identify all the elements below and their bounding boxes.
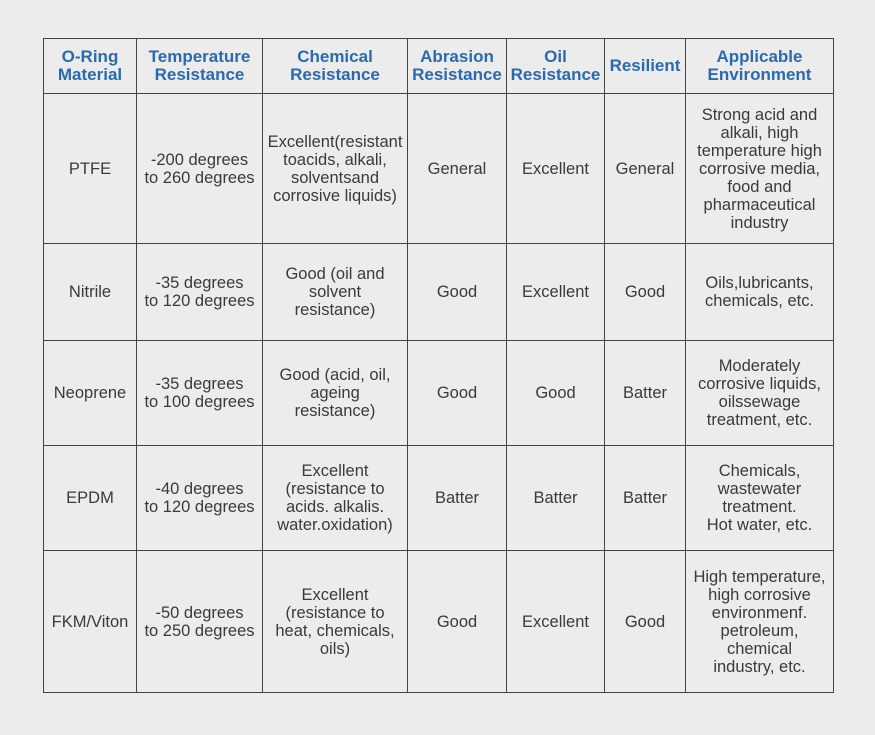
cell-oil: Excellent [507, 551, 605, 693]
cell-chemical: Good (acid, oil, ageing resistance) [263, 341, 408, 446]
cell-material: FKM/Viton [44, 551, 137, 693]
cell-resilient: Good [605, 551, 686, 693]
table-row [44, 94, 834, 244]
cell-chemical: Good (oil and solvent resistance) [263, 244, 408, 341]
header-label: Temperature Resistance [148, 47, 251, 84]
cell-temperature: -35 degrees to 100 degrees [137, 341, 263, 446]
table-row [44, 244, 834, 341]
cell-resilient: Good [605, 244, 686, 341]
column-header-oil [507, 39, 605, 94]
cell-material: Nitrile [44, 244, 137, 341]
header-label: Applicable Environment [707, 47, 812, 84]
cell-material: PTFE [44, 94, 137, 244]
cell-environment: Strong acid and alkali, high temperature high corrosive media, food and pharmaceutical industry [686, 94, 834, 244]
oring-comparison-table [43, 38, 834, 693]
cell-resilient: General [605, 94, 686, 244]
cell-temperature: -40 degrees to 120 degrees [137, 446, 263, 551]
cell-temperature: -50 degrees to 250 degrees [137, 551, 263, 693]
header-label: Chemical Resistance [290, 47, 380, 84]
cell-oil: Batter [507, 446, 605, 551]
cell-abrasion: General [408, 94, 507, 244]
cell-abrasion: Good [408, 244, 507, 341]
cell-material: Neoprene [44, 341, 137, 446]
cell-temperature: -200 degrees to 260 degrees [137, 94, 263, 244]
column-header-chemical [263, 39, 408, 94]
cell-chemical: Excellent(resistant toacids, alkali, solventsand corrosive liquids) [263, 94, 408, 244]
column-header-resilient [605, 39, 686, 94]
header-label: Oil Resistance [510, 47, 601, 84]
column-header-abrasion [408, 39, 507, 94]
cell-chemical: Excellent (resistance to heat, chemicals, oils) [263, 551, 408, 693]
cell-chemical: Excellent (resistance to acids. alkalis. water.oxidation) [263, 446, 408, 551]
cell-oil: Excellent [507, 94, 605, 244]
cell-resilient: Batter [605, 446, 686, 551]
cell-abrasion: Batter [408, 446, 507, 551]
table-row [44, 551, 834, 693]
table-row [44, 446, 834, 551]
column-header-temperature [137, 39, 263, 94]
header-label: Abrasion Resistance [412, 47, 502, 84]
cell-oil: Excellent [507, 244, 605, 341]
header-label: Resilient [609, 56, 681, 75]
cell-resilient: Batter [605, 341, 686, 446]
column-header-material [44, 39, 137, 94]
header-label: O-Ring Material [57, 47, 123, 84]
cell-environment: Oils,lubricants, chemicals, etc. [686, 244, 834, 341]
cell-temperature: -35 degrees to 120 degrees [137, 244, 263, 341]
cell-material: EPDM [44, 446, 137, 551]
cell-abrasion: Good [408, 551, 507, 693]
cell-environment: Chemicals, wastewater treatment. Hot water, etc. [686, 446, 834, 551]
table-row [44, 341, 834, 446]
column-header-environment [686, 39, 834, 94]
cell-oil: Good [507, 341, 605, 446]
cell-environment: High temperature, high corrosive environmenf. petroleum, chemical industry, etc. [686, 551, 834, 693]
cell-environment: Moderately corrosive liquids, oilssewage treatment, etc. [686, 341, 834, 446]
cell-abrasion: Good [408, 341, 507, 446]
table-header-row [44, 39, 834, 94]
